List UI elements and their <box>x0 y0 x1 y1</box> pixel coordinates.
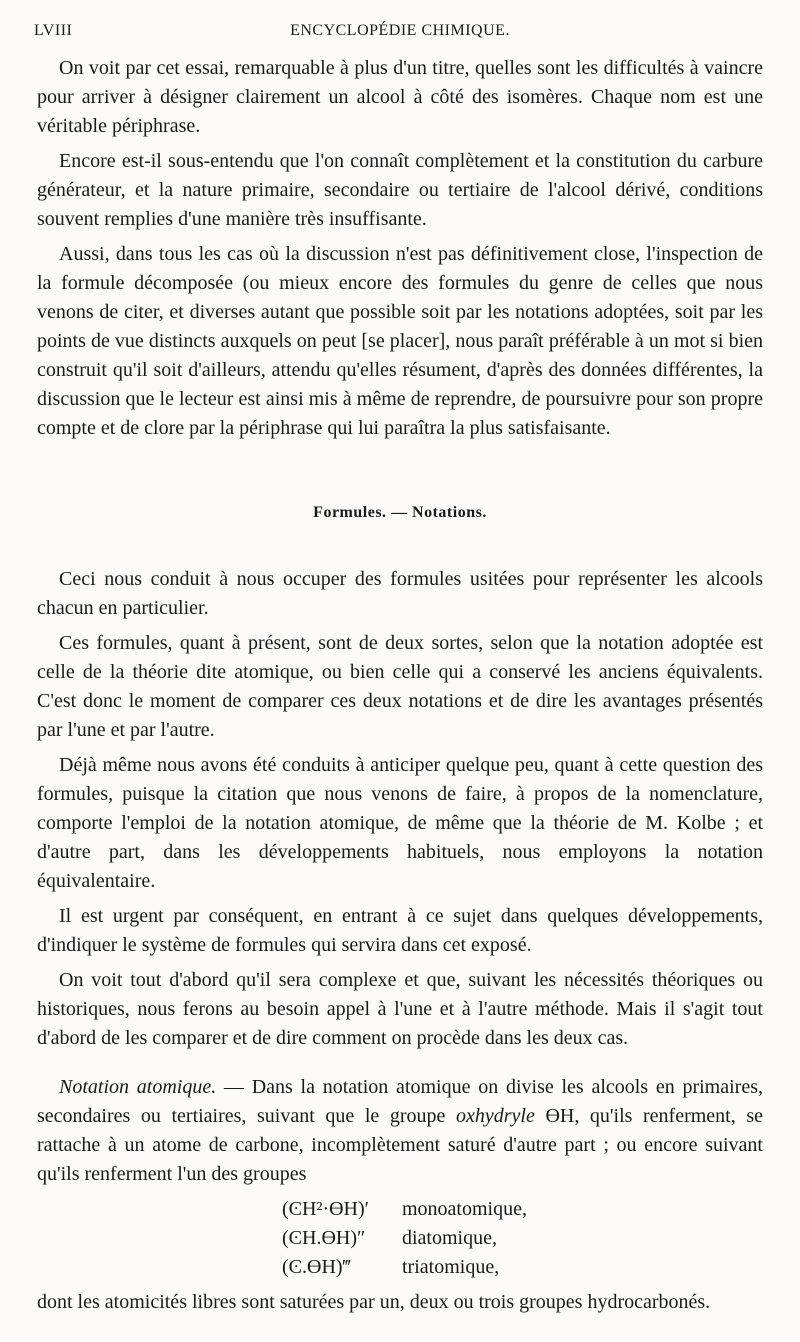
formula-row <box>282 1224 763 1253</box>
formula-name: triatomique, <box>402 1256 500 1278</box>
paragraph-notation-atomique <box>37 1073 763 1189</box>
paragraph-intro-2: Encore est-il sous-entendu que l'on connaît complètement et la constitution du carbure générateur, et la nature primaire, secondaire ou tertiaire de l'alcool dérivé, conditions souvent remplies d'une manière très insuffisante. <box>37 150 763 230</box>
formula-name: diatomique, <box>402 1227 497 1249</box>
paragraph-section-2: Ces formules, quant à présent, sont de deux sortes, selon que la notation adoptée est celle de la théorie dite atomique, ou bien celle qui a conservé les anciens équivalents. C'est donc le moment de comparer ces deux notations et de dire les avantages présentés par l'une et par l'autre. <box>37 632 763 741</box>
paragraph-section-1: Ceci nous conduit à nous occuper des formules usitées pour représenter les alcools chacun en particulier. <box>37 568 763 619</box>
notation-text-1: — Dans la notation atomique on divise les alcools en primaires, secondaires ou tertiaires, suivant que le groupe <box>37 1076 763 1127</box>
formula: (ϾH.ϴH)″ <box>282 1227 366 1249</box>
notation-lead: Notation atomique. <box>59 1076 217 1098</box>
formula-row <box>282 1253 763 1282</box>
running-title: ENCYCLOPÉDIE CHIMIQUE. <box>290 22 510 39</box>
paragraph-section-5: On voit tout d'abord qu'il sera complexe et que, suivant les nécessités théoriques ou historiques, nous ferons au besoin appel à l'une et à l'autre méthode. Mais il s'agit tout d'abord de les comparer et de dire comment on procède dans les deux cas. <box>37 969 763 1049</box>
page-number: LVIII <box>34 22 73 39</box>
paragraph-intro-3: Aussi, dans tous les cas où la discussion n'est pas définitivement close, l'inspection de la formule décomposée (ou mieux encore des formules du genre de celles que nous venons de citer, et diverses autant que possible soit par les notations adoptées, soit par les points de vue distincts auxquels on peut [se placer], nous paraît préférable à un mot si bien construit qu'il soit d'ailleurs, attendu qu'elles résument, d'après des données différentes, la discussion que le lecteur est ainsi mis à même de reprendre, de poursuivre pour son propre compte et de clore par la périphrase qui lui paraîtra la plus satisfaisante. <box>37 243 763 439</box>
section-heading: Formules. — Notations. <box>313 504 487 521</box>
paragraph-section-3: Déjà même nous avons été conduits à anticiper quelque peu, quant à cette question des formules, puisque la citation que nous venons de faire, à propos de la nomenclature, comporte l'emploi de la notation atomique, de même que la théorie de M. Kolbe ; et d'autre part, dans les développements habituels, nous employons la notation équivalentaire. <box>37 754 763 892</box>
notation-text-2: ϴH, qu'ils renferment, se rattache à un atome de carbone, incomplètement saturé d'autre part ; ou encore suivant qu'ils renferment l'un des groupes <box>37 1105 763 1185</box>
formula: (ϾH²·ϴH)′ <box>282 1198 370 1220</box>
formula-name: monoatomique, <box>402 1198 527 1220</box>
paragraph-closing: dont les atomicités libres sont saturées par un, deux ou trois groupes hydrocarbonés. <box>37 1291 711 1313</box>
page-header <box>34 22 766 46</box>
oxhydryle-term: oxhydryle <box>456 1105 535 1127</box>
formula-row <box>282 1195 763 1224</box>
formula: (Ͼ.ϴH)‴ <box>282 1256 351 1278</box>
formula-list <box>37 1195 763 1282</box>
paragraph-section-4: Il est urgent par conséquent, en entrant à ce sujet dans quelques développements, d'indiquer le système de formules qui servira dans cet exposé. <box>37 905 763 956</box>
paragraph-intro-1: On voit par cet essai, remarquable à plus d'un titre, quelles sont les difficultés à vaincre pour arriver à désigner clairement un alcool à côté des isomères. Chaque nom est une véritable périphrase. <box>37 57 763 137</box>
page-body <box>37 54 763 1323</box>
